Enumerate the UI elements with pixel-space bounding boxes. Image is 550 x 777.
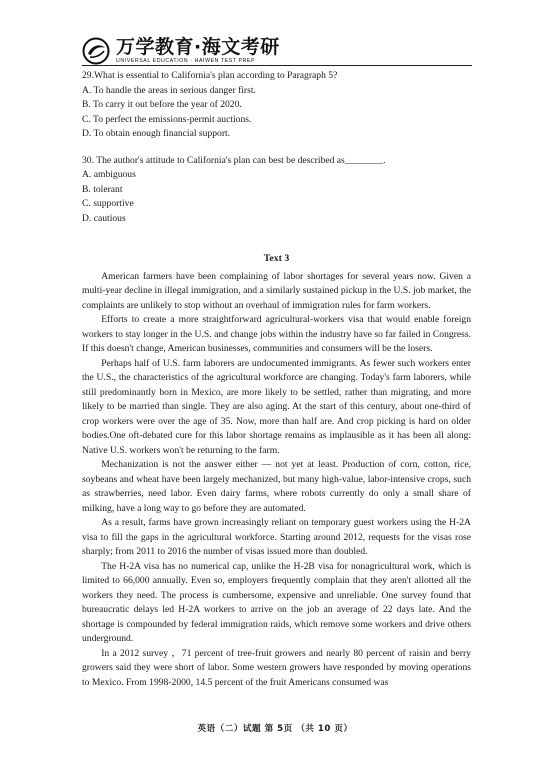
question-30-option-d: D. cautious	[82, 212, 126, 224]
question-29-text: 29.What is essential to California's plan according to Paragraph 5?	[82, 70, 338, 81]
question-30	[82, 154, 471, 227]
question-29-option-c: C. To perfect the emissions-permit auctions.	[82, 113, 252, 125]
question-29-option-a: A. To handle the areas in serious danger first.	[82, 84, 256, 96]
spacer	[82, 142, 471, 154]
section-title: Text 3	[263, 253, 290, 264]
paragraph-7: In a 2012 survey ，71 percent of tree-fruit growers and nearly 80 percent of raisin and berry growers said they were short of labor. Some western growers have responded by moving operations to Mexico. From 1998-2000, 14.5 percent of the fruit Americans consumed was	[82, 647, 471, 688]
page-content	[82, 69, 471, 690]
question-30-option-c: C. supportive	[82, 198, 134, 209]
paragraph-3: Perhaps half of U.S. farm laborers are undocumented immigrants. As fewer such workers enter the U.S., the characteristics of the agricultural workforce are changing. Today's farm laborers, while still predominantly born in Mexico, are more likely to be settled, rather than migrating, and more likely to be married than single. They are also aging. At the start of this century, about one-third of crop workers were over the age of 35. Now, more than half are. And crop picking is hard on older bodies.One oft-debated cure for this labor shortage remains as implausible as it has been all along: Native U.S. workers won't be returning to the farm.	[82, 357, 471, 456]
question-29-option-b: B. To carry it out before the year of 2020.	[82, 99, 242, 110]
paragraph-4: Mechanization is not the answer either — not yet at least. Production of corn, cotton, rice, soybeans and wheat have been largely mechanized, but many high-value, labor-intensive crops, such as strawberries, need labor. Even dairy farms, where robots currently do only a small share of milking, have a long way to go before they are automated.	[82, 459, 471, 514]
question-29-option-d: D. To obtain enough financial support.	[82, 128, 231, 139]
paragraph-5: As a result, farms have grown increasingly reliant on temporary guest workers using the H-2A visa to fill the gaps in the agricultural workforce. Starting around 2012, requests for the visas rose sharply; from 2011 to 2016 the number of visas issued more than doubled.	[82, 517, 471, 557]
paragraph-1: American farmers have been complaining of labor shortages for several years now. Given a multi-year decline in illegal immigration, and a similarly sustained pickup in the U.S. job market, the complaints are unlikely to stop without an overhaul of immigration rules for farm workers.	[82, 270, 471, 311]
page-footer: 英语（二）试题 第 5页 （共 10 页）	[197, 724, 353, 734]
header-logo	[82, 34, 280, 68]
question-30-option-a: A. ambiguous	[82, 169, 136, 180]
logo-chinese-text: 万学教育·海文考研	[116, 35, 280, 58]
question-29	[82, 69, 471, 142]
header-rule	[82, 65, 472, 66]
logo-swirl-icon	[82, 37, 110, 65]
logo-english-text: UNIVERSAL EDUCATION · HAIWEN TEST PREP	[116, 57, 256, 64]
paragraph-6: The H-2A visa has no numerical cap, unlike the H-2B visa for nonagricultural work, which is limited to 66,000 annually. Even so, employers frequently complain that they aren't allotted all the workers they need. The process is cumbersome, expensive and unreliable. One survey found that bureaucratic delays led H-2A workers to arrive on the job an average of 22 days late. And the shortage is compounded by federal immigration raids, which remove some workers and drive others underground.	[82, 560, 471, 644]
question-30-text: 30. The author's attitude to California's plan can best be described as________.	[82, 154, 386, 166]
paragraph-2: Efforts to create a more straightforward agricultural-workers visa that would enable foreign workers to stay longer in the U.S. and change jobs within the industry have so far failed in Congress. If this doesn't change, American businesses, communities and consumers will be the losers.	[82, 314, 471, 354]
question-30-option-b: B. tolerant	[82, 183, 123, 195]
spacer	[82, 226, 471, 246]
